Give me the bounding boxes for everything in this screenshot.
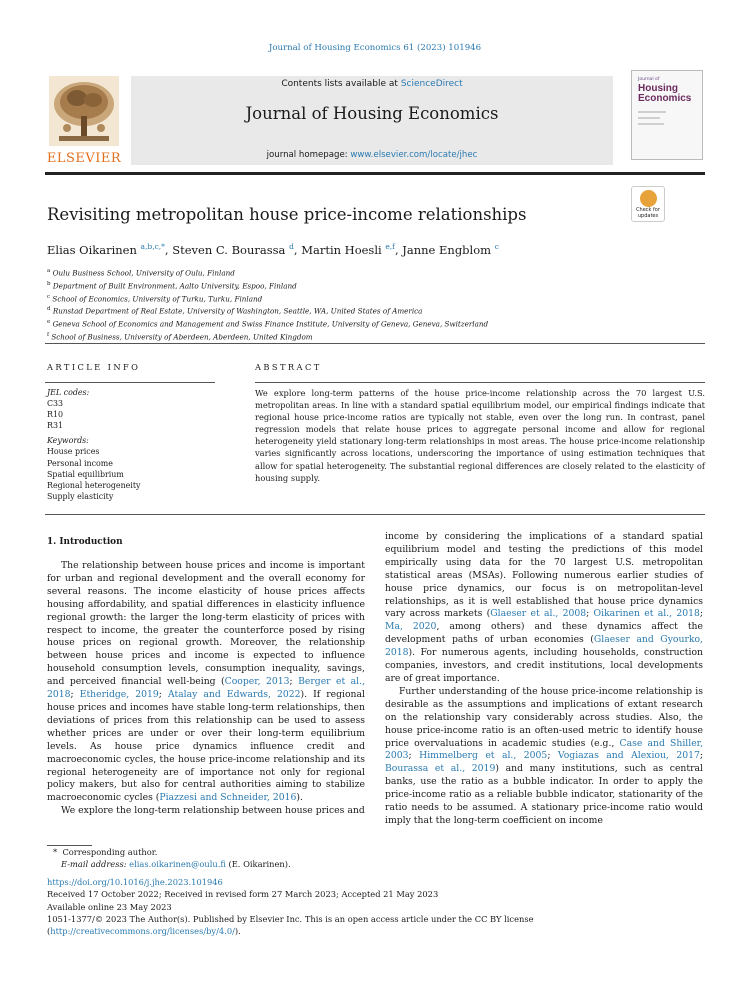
elsevier-wordmark: ELSEVIER xyxy=(46,151,122,166)
citation-link[interactable]: Bourassa et al., 2019 xyxy=(385,763,496,775)
author-name[interactable]: Steven C. Bourassa xyxy=(172,242,286,257)
text-run: ; xyxy=(699,750,703,762)
check-for-updates-text xyxy=(632,208,664,219)
text-run: Further understanding of the house price-income relationship is desirable as the assumptions and implications of extant research on the relationship vary considerably across studies. Also, the house price-income ratio is an often-used metric to identify house price overvaluations in academic studies (e.g., xyxy=(385,685,703,749)
homepage-prefix: journal homepage: xyxy=(266,150,351,160)
cover-title xyxy=(638,84,691,103)
text-run: ; xyxy=(70,689,80,701)
affiliation-text: Department of Built Environment, Aalto University, Espoo, Finland xyxy=(52,281,297,291)
affiliation-item xyxy=(47,330,707,343)
homepage-line xyxy=(131,150,613,160)
keyword: Personal income xyxy=(47,458,113,468)
author-list: Elias Oikarinen $^{a,b,c,*}$, Steven C. Bourassa $^d$, Martin Hoesli $^{e,f}$, Janne Engblom $^c$ xyxy=(47,242,499,257)
citation-link[interactable]: Case and Shiller, 2003 xyxy=(385,737,704,762)
affiliation-text: Oulu Business School, University of Oulu, Finland xyxy=(52,268,235,278)
journal-citation[interactable]: Journal of Housing Economics 61 (2023) 101946 xyxy=(268,43,482,53)
cover-small-text: Journal of xyxy=(638,77,660,82)
citation-link[interactable]: Glaeser and Gyourko, 2018 xyxy=(385,634,703,659)
license-link[interactable]: http://creativecommons.org/licenses/by/4.0/ xyxy=(50,926,235,937)
affiliation-marker: d xyxy=(47,306,51,313)
received-dates: Received 17 October 2022; Received in revised form 27 March 2023; Accepted 21 May 2023 xyxy=(47,889,439,900)
homepage-link[interactable]: www.elsevier.com/locate/jhec xyxy=(350,150,478,160)
paragraph xyxy=(47,560,365,805)
citation-link[interactable]: Piazzesi and Schneider, 2016 xyxy=(159,792,297,804)
citation-link[interactable]: Vogiazas and Alexiou, 2017 xyxy=(557,750,700,762)
email-label: E-mail address: xyxy=(61,859,130,870)
text-run: ). xyxy=(296,792,303,804)
author-name[interactable]: Martin Hoesli xyxy=(301,242,382,257)
affiliation-text: Runstad Department of Real Estate, University of Washington, Seattle, WA, United States of America xyxy=(52,306,423,316)
sciencedirect-link[interactable]: ScienceDirect xyxy=(400,79,463,89)
citation-link[interactable]: Ma, 2020 xyxy=(385,621,437,633)
author-affiliation-marker[interactable]: a,b,c,* xyxy=(140,242,165,251)
cover-decoration xyxy=(638,111,666,113)
citation-link[interactable]: Cooper, 2013 xyxy=(224,676,290,688)
journal-cover-thumbnail[interactable] xyxy=(631,70,703,160)
text-run: income by considering the implications of a standard spatial equilibrium model and testing the predictions of this model empirically using data for the 70 largest U.S. metropolitan statistical areas (MSAs). Following numerous earlier studies of house price dynamics, our focus is on metropolitan-level relationships, as it is well established that house price dynamics vary across markets ( xyxy=(385,531,703,620)
jel-code: R10 xyxy=(47,410,63,420)
email-suffix: (E. Oikarinen). xyxy=(225,859,291,870)
text-run: , among others) and these dynamics affect the development paths of urban economies ( xyxy=(385,621,703,646)
cover-title-line-1: Housing xyxy=(638,83,678,94)
section-heading-introduction: 1. Introduction xyxy=(47,537,123,547)
corresponding-author-note xyxy=(47,846,291,858)
keyword: Regional heterogeneity xyxy=(47,480,141,490)
abstract-rule xyxy=(255,382,705,383)
check-for-updates-badge[interactable] xyxy=(631,186,665,222)
text-run: ) and many institutions, such as central banks, use the ratio as a bubble indicator. In order to apply the price-income ratio as a reliable bubble indicator, stationarity of the ratio needs to be assumed. A stationary price-income ratio would imply that the long-term coefficient on income xyxy=(385,763,703,826)
elsevier-logo xyxy=(45,76,123,168)
article-info-block xyxy=(47,387,217,502)
copyright-suffix: ). xyxy=(234,926,241,937)
text-run: ; xyxy=(699,608,703,620)
affiliation-marker: f xyxy=(47,331,50,338)
jel-code: R31 xyxy=(47,421,63,431)
journal-header-box xyxy=(131,76,613,165)
author-affiliation-marker[interactable]: c xyxy=(494,242,499,251)
body-column-right xyxy=(385,531,703,828)
affiliation-marker: e xyxy=(47,319,51,326)
masthead-rule xyxy=(45,172,705,175)
keyword: Supply elasticity xyxy=(47,491,114,501)
contents-line xyxy=(131,79,613,89)
cover-title-line-2: Economics xyxy=(638,92,692,104)
doi-link[interactable]: https://doi.org/10.1016/j.jhe.2023.101946 xyxy=(47,877,223,887)
text-run: ; xyxy=(289,676,299,688)
body-column-left xyxy=(47,560,365,818)
citation-link[interactable]: Etheridge, 2019 xyxy=(79,689,159,701)
cover-decoration xyxy=(638,117,660,119)
text-run: ; xyxy=(408,750,420,762)
author-name[interactable]: Elias Oikarinen xyxy=(47,242,137,257)
text-run: The relationship between house prices and income is important for urban and regional development and the overall economy for several reasons. The income elasticity of house prices affects housing affordability, and spatial differences in elasticity influence regional growth: the larger the long-term elasticity of prices with respect to income, the greater the counterforce posed by rising house prices on regional growth. Moreover, the relationship between house prices and income is expected to influence household consumption levels, consumption inequality, savings, and perceived financial well-being ( xyxy=(47,560,365,688)
affiliation-item xyxy=(47,292,707,305)
affiliation-item xyxy=(47,279,707,292)
affiliation-item xyxy=(47,317,707,330)
paragraph xyxy=(385,686,703,828)
citation-link[interactable]: Oikarinen et al., 2018 xyxy=(593,608,700,620)
affiliation-item xyxy=(47,266,707,279)
publication-info xyxy=(47,876,707,937)
article-title: Revisiting metropolitan house price-income relationships xyxy=(47,205,527,224)
affiliation-text: School of Economics, University of Turku, Turku, Finland xyxy=(52,293,263,303)
citation-link[interactable]: Atalay and Edwards, 2022 xyxy=(167,689,301,701)
keyword: Spatial equilibrium xyxy=(47,469,124,479)
affiliation-text: Geneva School of Economics and Management and Swiss Finance Institute, University of Geneva, Geneva, Switzerland xyxy=(52,319,489,329)
text-run: ; xyxy=(586,608,594,620)
affiliation-list xyxy=(47,266,707,343)
check-for-updates-line-1: Check for xyxy=(636,207,660,213)
citation-link[interactable]: Berger et al., 2018 xyxy=(47,676,365,701)
footnotes xyxy=(47,846,291,871)
affiliation-text: School of Business, University of Aberdeen, Aberdeen, United Kingdom xyxy=(51,332,313,342)
citation-link[interactable]: Glaeser et al., 2008 xyxy=(490,608,587,620)
abstract-text: We explore long-term patterns of the house price-income relationship across the 70 largest U.S. metropolitan areas. In line with a standard spatial equilibrium model, our empirical findings indicate that regional house price-income ratios are typically not stable, even over the long run. In contrast, panel regression models that relate house prices to aggregate personal income and allow for regional heterogeneity yield stationary long-term relationships in most areas. The house price-income relationship varies significantly across locations, underscoring the importance of using estimation techniques that allow for spatial heterogeneity. The substantial regional differences are closely related to the elasticity of housing supply. xyxy=(255,388,705,483)
available-online: Available online 23 May 2023 xyxy=(47,901,172,912)
affiliation-marker: c xyxy=(47,293,51,300)
corresponding-author-text: Corresponding author. xyxy=(62,847,158,857)
jel-code: C33 xyxy=(47,399,64,409)
text-run: ; xyxy=(158,689,168,701)
journal-title: Journal of Housing Economics xyxy=(245,104,499,123)
jel-codes-label: JEL codes: xyxy=(47,388,90,397)
text-run: ). For numerous agents, including households, construction companies, investors, and credit institutions, local developments are of great importance. xyxy=(385,647,703,684)
author-affiliation-marker[interactable]: e,f xyxy=(385,242,395,251)
check-for-updates-icon xyxy=(640,190,657,207)
copyright-text: 1051-1377/© 2023 The Author(s). Published by Elsevier Inc. This is an open access article under the CC BY license ( xyxy=(47,913,534,937)
keywords-label: Keywords: xyxy=(47,436,89,446)
section-divider xyxy=(45,514,705,515)
paragraph: We explore the long-term relationship between house prices and xyxy=(61,805,365,817)
copyright-line xyxy=(47,913,707,938)
article-info-rule xyxy=(45,382,215,383)
citation-link[interactable]: Himmelberg et al., 2005 xyxy=(419,750,548,762)
email-note xyxy=(47,858,291,870)
email-link[interactable]: elias.oikarinen@oulu.fi xyxy=(129,859,226,870)
abstract-heading: ABSTRACT xyxy=(255,362,322,372)
masthead xyxy=(45,70,705,170)
elsevier-tree-icon xyxy=(49,76,119,146)
check-for-updates-line-2: updates xyxy=(637,212,659,219)
contents-prefix: Contents lists available at xyxy=(281,79,401,89)
text-run: ; xyxy=(547,750,558,762)
article-info-heading: ARTICLE INFO xyxy=(47,362,141,372)
author-name[interactable]: Janne Engblom xyxy=(402,242,492,257)
affiliation-marker: b xyxy=(47,280,51,287)
author-affiliation-marker[interactable]: d xyxy=(289,242,294,251)
asterisk-marker: * xyxy=(53,847,63,857)
cover-decoration xyxy=(638,123,664,125)
text-run: ). If regional house prices and incomes have stable long-term relationships, then deviations of prices from this relationship can be used to assess whether prices are under or over their long-term equilibrium levels. As house price dynamics influence credit and macroeconomic cycles, the house price-income relationship and its regional heterogeneity are of importance not only for regional policy makers, but also for central authorities aiming to stabilize macroeconomic cycles ( xyxy=(47,689,365,804)
keyword: House prices xyxy=(47,447,100,457)
affiliation-marker: a xyxy=(47,268,51,274)
paragraph xyxy=(385,531,703,686)
affiliation-item xyxy=(47,304,707,317)
section-divider xyxy=(45,343,705,344)
